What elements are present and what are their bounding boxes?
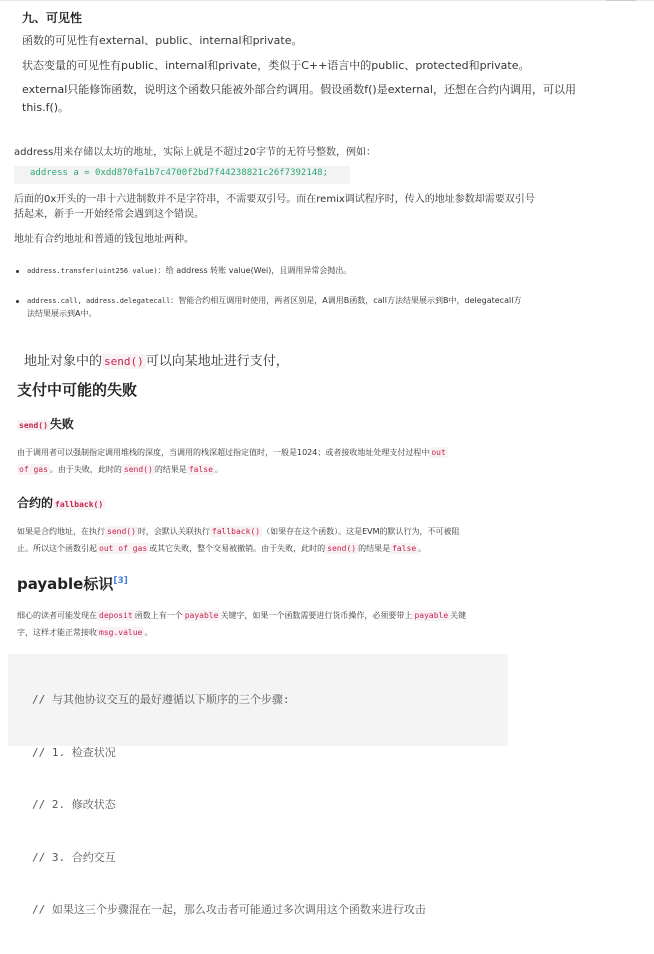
bullet-transfer bbox=[27, 262, 351, 280]
send-failure-code: send() bbox=[19, 421, 48, 430]
top-divider bbox=[0, 0, 654, 1]
payable-heading bbox=[17, 573, 128, 594]
send-failure-label: 失败 bbox=[49, 417, 74, 431]
payable-text-line1 bbox=[17, 607, 466, 625]
visibility-state-text: 状态变量的可见性有public、internal和private，类似于C++语言中的public、protected和private。 bbox=[22, 59, 530, 72]
call-desc-line2: 法结果展示到A中。 bbox=[27, 309, 97, 318]
address-note-line1: 后面的0x开头的一串十六进制数并不是字符串，不需要双引号。而在remix调试程序时，传入的地址参数却需要双引号 bbox=[14, 194, 535, 205]
false-code: false bbox=[392, 544, 417, 553]
payable-ref-link[interactable]: [3] bbox=[113, 576, 128, 586]
address-example-code: address a = 0xdd870fa1b7c4700f2bd7f44238821c26f7392148; bbox=[30, 168, 329, 178]
payable-text: 函数上有一个 bbox=[134, 611, 183, 620]
msg-value-code: msg.value bbox=[99, 628, 143, 637]
send-failure-text-line2 bbox=[17, 461, 223, 479]
send-code-inline: send() bbox=[123, 465, 153, 474]
corner-mark bbox=[606, 0, 636, 5]
out-of-gas-code: out of gas bbox=[99, 544, 148, 553]
comment-line: // 3. 合约交互 bbox=[32, 850, 116, 864]
payable-text: 细心的读者可能发现在 bbox=[17, 611, 97, 620]
call-desc: ：智能合约相互调用时使用，两者区别是，A调用B函数，call方法结果展示到B中，delegatecall方 bbox=[170, 296, 522, 305]
comment-line: // 与其他协议交互的最好遵循以下顺序的三个步骤: bbox=[32, 693, 290, 706]
of-gas-code: of gas bbox=[19, 465, 48, 474]
fallback-text: 。 bbox=[418, 544, 427, 553]
payable-text-line2 bbox=[17, 624, 152, 642]
out-code: out bbox=[431, 448, 446, 457]
false-code: false bbox=[188, 465, 213, 474]
comment-line: // 2. 修改状态 bbox=[32, 798, 116, 811]
fallback-text: 止。所以这个函数引起 bbox=[17, 544, 97, 553]
fallback-title bbox=[17, 494, 105, 511]
payable-text: 字，这样才能正常接收 bbox=[17, 628, 97, 637]
payable-code: payable bbox=[414, 611, 449, 620]
payable-code: payable bbox=[184, 611, 219, 620]
comment-line: // 1. 检查状况 bbox=[32, 745, 116, 759]
payment-failure-heading: 支付中可能的失败 bbox=[17, 381, 138, 399]
send-code: send() bbox=[104, 355, 144, 368]
fallback-text: 或其它失败，整个交易被撤销。由于失败，此时的 bbox=[149, 544, 326, 553]
bullet-dot bbox=[16, 300, 19, 303]
payable-text: 。 bbox=[144, 628, 153, 637]
address-example-block bbox=[14, 166, 350, 184]
address-types: 地址有合约地址和普通的钱包地址两种。 bbox=[14, 234, 194, 245]
visibility-functions-text: 函数的可见性有external、public、internal和private。 bbox=[22, 34, 303, 47]
bullet-dot bbox=[16, 270, 19, 273]
send-failure-text-line1 bbox=[17, 444, 448, 462]
fallback-text-line1 bbox=[17, 523, 460, 541]
payable-text: 关键 bbox=[450, 611, 467, 620]
fallback-text: （如果存在这个函数）。这是EVM的默认行为，不可被阻 bbox=[262, 527, 460, 536]
send-failure-text: 。由于失败，此时的 bbox=[49, 465, 122, 474]
send-failure-text: 由于调用者可以强制指定调用堆栈的深度，当调用的栈深超过指定值时，一般是1024；或者接收地址处理支付过程中 bbox=[17, 448, 430, 457]
address-intro: address用来存储以太坊的地址，实际上就是不超过20字节的无符号整数，例如： bbox=[14, 147, 377, 158]
external-text-line2: this.f()。 bbox=[22, 101, 70, 114]
comment-line: // 如果这三个步骤混在一起，那么攻击者可能通过多次调用这个函数来进行攻击 bbox=[32, 903, 426, 916]
bullet-call bbox=[27, 292, 521, 310]
send-code-inline: send() bbox=[327, 544, 357, 553]
external-text-line1: external只能修饰函数，说明这个函数只能被外部合约调用。假设函数f()是external，还想在合约内调用，可以用 bbox=[22, 83, 576, 96]
section-title: 九、可见性 bbox=[22, 11, 83, 25]
send-failure-text: 。 bbox=[214, 465, 223, 474]
call-code: address.call, address.delegatecall bbox=[27, 297, 171, 305]
fallback-text: 如果是合约地址，在执行 bbox=[17, 527, 105, 536]
fallback-code-inline: fallback() bbox=[211, 527, 261, 536]
address-note-line2: 括起来，新手一开始经常会遇到这个错误。 bbox=[14, 209, 204, 220]
payable-title: payable标识 bbox=[17, 575, 114, 593]
transfer-code: address.transfer(uint256 value) bbox=[27, 267, 158, 275]
fallback-text-line2 bbox=[17, 540, 426, 558]
comment-code-block bbox=[8, 654, 508, 916]
send-code-inline: send() bbox=[107, 527, 136, 536]
send-failure-title bbox=[17, 415, 74, 432]
fallback-title-text: 合约的 bbox=[17, 496, 54, 510]
send-intro-pre: 地址对象中的 bbox=[24, 354, 103, 369]
fallback-text: 时，会默认关联执行 bbox=[137, 527, 210, 536]
fallback-text: 的结果是 bbox=[358, 544, 391, 553]
deposit-code: deposit bbox=[99, 611, 133, 620]
send-intro-post: 可以向某地址进行支付， bbox=[145, 354, 289, 369]
fallback-code: fallback() bbox=[55, 500, 104, 509]
comment-lines bbox=[32, 656, 426, 954]
send-failure-text: 的结果是 bbox=[154, 465, 187, 474]
send-intro bbox=[24, 352, 289, 372]
transfer-desc: ：给 address 转账 value(Wei)，且调用异常会抛出。 bbox=[157, 266, 352, 275]
payable-text: 关键字，如果一个函数需要进行货币操作，必须要带上 bbox=[220, 611, 413, 620]
